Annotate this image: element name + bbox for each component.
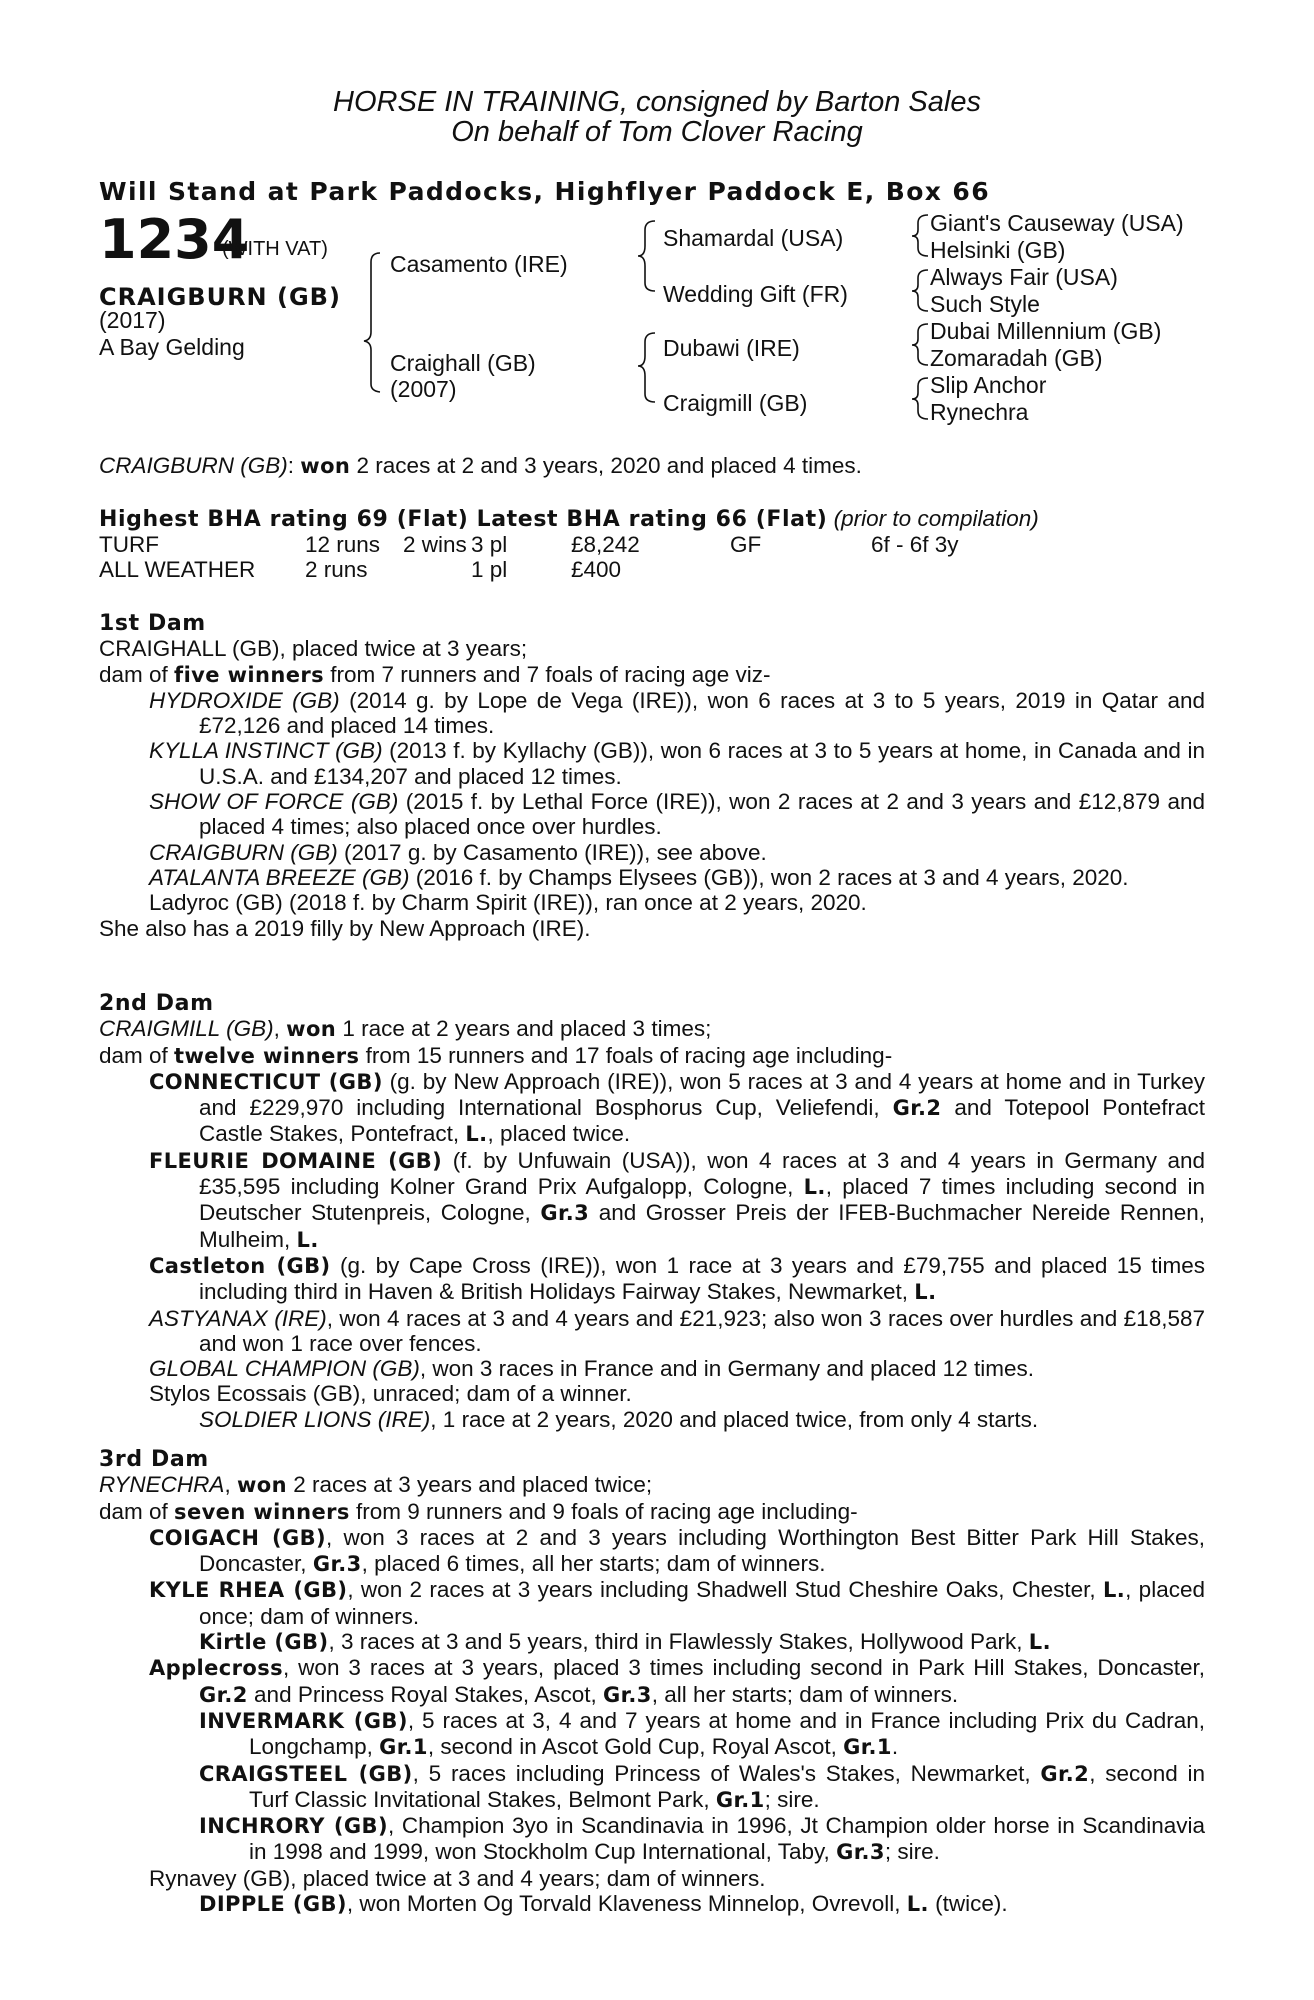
progeny-entry: Applecross, won 3 races at 3 years, placed 3 times including second in Park Hill Stakes, Doncaster, Gr.2 and Princess Royal Stakes, Ascot, Gr.3, all her starts; dam of winners. [149, 1655, 1205, 1707]
grandparent-2: Helsinki (GB) [930, 237, 1066, 263]
horse-description: A Bay Gelding [99, 334, 245, 360]
first-dam-section: 1st Dam CRAIGHALL (GB), placed twice at 3 years; dam of five winners from 7 runners and 7 foals of racing age viz- HYDROXIDE (GB) (2014 g. by Lope de Vega (IRE)), won 6 races at 3 to 5 years, 2019 in Qatar and £72,126 and placed 14 times. KYLLA INSTINCT (GB) (2013 f. by Kyllachy (GB)), won 6 races at 3 to 5 years at home, in Canada and in U.S.A. and £134,207 and placed 12 times. SHOW OF FORCE (GB) (2015 f. by Lethal Force (IRE)), won 2 races at 2 and 3 years and £12,879 and placed 4 times; also placed once over hurdles. CRAIGBURN (GB) (2017 g. by Casamento (IRE)), see above. ATALANTA BREEZE (GB) (2016 f. by Champs Elysees (GB)), won 2 races at 3 and 4 years, 2020. Ladyroc (GB) (2018 f. by Charm Spirit (IRE)), ran once at 2 years, 2020. She also has a 2019 filly by New Approach (IRE). [99, 611, 1205, 941]
grand-progeny-entry: SOLDIER LIONS (IRE), 1 race at 2 years, 2020 and placed twice, from only 4 starts. [199, 1406, 1039, 1432]
bha-ratings: Highest BHA rating 69 (Flat) Latest BHA rating 66 (Flat) [99, 507, 828, 532]
grandparent-8: Rynechra [930, 399, 1029, 425]
progeny-entry: Ladyroc (GB) (2018 f. by Charm Spirit (IRE)), ran once at 2 years, 2020. [149, 890, 867, 916]
progeny-entry: SHOW OF FORCE (GB) (2015 f. by Lethal Force (IRE)), won 2 races at 2 and 3 years and £12,879 and placed 4 times; also placed once over hurdles. [149, 789, 1205, 840]
horse-name: CRAIGBURN (GB) [99, 283, 341, 311]
progeny-entry: KYLE RHEA (GB), won 2 races at 3 years including Shadwell Stud Cheshire Oaks, Chester, L., placed once; dam of winners. [149, 1577, 1205, 1629]
grand-progeny-entry: DIPPLE (GB), won Morten Og Torvald Klaveness Minnelop, Ovrevoll, L. (twice). [199, 1891, 1008, 1917]
dam-dam: Craigmill (GB) [663, 390, 808, 416]
consignor-behalf-line: On behalf of Tom Clover Racing [451, 116, 863, 148]
second-dam-heading: 2nd Dam [99, 991, 214, 1016]
first-dam-note: She also has a 2019 filly by New Approach (IRE). [99, 915, 591, 941]
grandparent-6: Zomaradah (GB) [930, 345, 1103, 371]
dam-year: (2007) [390, 376, 457, 402]
summary-won: won [300, 454, 351, 478]
stand-location: Will Stand at Park Paddocks, Highflyer Paddock E, Box 66 [99, 177, 991, 206]
grandparent-4: Such Style [930, 291, 1040, 317]
grand-progeny-entry: CRAIGSTEEL (GB), 5 races including Princess of Wales's Stakes, Newmarket, Gr.2, second in Turf Classic Invitational Stakes, Belmont Park, Gr.1; sire. [199, 1760, 1206, 1812]
third-dam-section: 3rd Dam RYNECHRA, won 2 races at 3 years and placed twice; dam of seven winners from 9 runners and 9 foals of racing age including- COIGACH (GB), won 3 races at 2 and 3 years including Worthington Best Bitter Park Hill Stakes, Doncaster, Gr.3, placed 6 times, all her starts; dam of winners. KYLE RHEA (GB), won 2 races at 3 years including Shadwell Stud Cheshire Oaks, Chester, L., placed once; dam of winners. Kirtle (GB), 3 races at 3 and 5 years, third in Flawlessly Stakes, Hollywood Park, L. Applecross, won 3 races at 3 years, placed 3 times including second in Park Hill Stakes, Doncaster, Gr.2 and Princess Royal Stakes, Ascot, Gr.3, all her starts; dam of winners. INVERMARK (GB), 5 races at 3, 4 and 7 years at home and in France including Prix du Cadran, Longchamp, Gr.1, second in Ascot Gold Cup, Royal Ascot, Gr.1. CRAIGSTEEL (GB), 5 races including Princess of Wales's Stakes, Newmarket, Gr.2, second in Turf Classic Invitational Stakes, Belmont Park, Gr.1; sire. INCHRORY (GB), Champion 3yo in Scandinavia in 1996, Jt Champion older horse in Scandinavia in 1998 and 1999, won Stockholm Cup International, Taby, Gr.3; sire. Rynavey (GB), placed twice at 3 and 4 years; dam of winners. DIPPLE (GB), won Morten Og Torvald Klaveness Minnelop, Ovrevoll, L. (twice). [99, 1447, 1206, 1917]
progeny-entry: FLEURIE DOMAINE (GB) (f. by Unfuwain (USA)), won 4 races at 3 and 4 years in Germany and £35,595 including Kolner Grand Prix Aufgalopp, Cologne, L., placed 7 times including second in Deutscher Stutenpreis, Cologne, Gr.3 and Grosser Preis der IFEB-Buchmacher Nereide Rennen, Mulheim, L. [149, 1147, 1205, 1252]
grand-progeny-entry: INVERMARK (GB), 5 races at 3, 4 and 7 years at home and in France including Prix du Cadran, Longchamp, Gr.1, second in Ascot Gold Cup, Royal Ascot, Gr.1. [199, 1707, 1205, 1760]
grandparent-1: Giant's Causeway (USA) [930, 210, 1184, 236]
sire-sire: Shamardal (USA) [663, 225, 844, 251]
progeny-entry: Castleton (GB) (g. by Cape Cross (IRE)), won 1 race at 3 years and £79,755 and placed 15 times including third in Haven & British Holidays Fairway Stakes, Newmarket, L. [149, 1252, 1205, 1305]
progeny-entry: GLOBAL CHAMPION (GB), won 3 races in France and in Germany and placed 12 times. [149, 1356, 1034, 1382]
race-summary: CRAIGBURN (GB): won 2 races at 2 and 3 years, 2020 and placed 4 times. [99, 453, 862, 478]
grandparent-3: Always Fair (USA) [930, 264, 1118, 290]
progeny-entry: Rynavey (GB), placed twice at 3 and 4 years; dam of winners. [149, 1865, 766, 1891]
lot-number: 1234 [99, 208, 250, 271]
progeny-entry: COIGACH (GB), won 3 races at 2 and 3 years including Worthington Best Bitter Park Hill Stakes, Doncaster, Gr.3, placed 6 times, all her starts; dam of winners. [149, 1524, 1206, 1577]
grandparent-5: Dubai Millennium (GB) [930, 318, 1162, 344]
consignor-line: HORSE IN TRAINING, consigned by Barton Sales [333, 86, 981, 118]
progeny-entry: CONNECTICUT (GB) (g. by New Approach (IRE)), won 5 races at 3 and 4 years at home and in Turkey and £229,970 including International Bosphorus Cup, Veliefendi, Gr.2 and Totepool Pontefract Castle Stakes, Pontefract, L., placed twice. [149, 1068, 1206, 1147]
progeny-entry: CRAIGBURN (GB) (2017 g. by Casamento (IRE)), see above. [149, 839, 767, 865]
summary-horse: CRAIGBURN (GB) [99, 453, 288, 478]
progeny-entry: HYDROXIDE (GB) (2014 g. by Lope de Vega (IRE)), won 6 races at 3 to 5 years, 2019 in Qatar and £72,126 and placed 14 times. [149, 687, 1205, 739]
ratings-note: (prior to compilation) [833, 506, 1039, 531]
first-dam-heading: 1st Dam [99, 611, 206, 636]
second-dam-section: 2nd Dam CRAIGMILL (GB), won 1 race at 2 years and placed 3 times; dam of twelve winners from 15 runners and 17 foals of racing age including- CONNECTICUT (GB) (g. by New Approach (IRE)), won 5 races at 3 and 4 years at home and in Turkey and £229,970 including International Bosphorus Cup, Veliefendi, Gr.2 and Totepool Pontefract Castle Stakes, Pontefract, L., placed twice. FLEURIE DOMAINE (GB) (f. by Unfuwain (USA)), won 4 races at 3 and 4 years in Germany and £35,595 including Kolner Grand Prix Aufgalopp, Cologne, L., placed 7 times including second in Deutscher Stutenpreis, Cologne, Gr.3 and Grosser Preis der IFEB-Buchmacher Nereide Rennen, Mulheim, L. Castleton (GB) (g. by Cape Cross (IRE)), won 1 race at 3 years and £79,755 and placed 15 times including third in Haven & British Holidays Fairway Stakes, Newmarket, L. ASTYANAX (IRE), won 4 races at 3 and 4 years and £21,923; also won 3 races over hurdles and £18,587 and won 1 race over fences. GLOBAL CHAMPION (GB), won 3 races in France and in Germany and placed 12 times. Stylos Ecossais (GB), unraced; dam of a winner. SOLDIER LIONS (IRE), 1 race at 2 years, 2020 and placed twice, from only 4 starts. [99, 991, 1206, 1432]
progeny-entry: ASTYANAX (IRE), won 4 races at 3 and 4 years and £21,923; also won 3 races over hurdles and £18,587 and won 1 race over fences. [149, 1305, 1206, 1356]
dam-sire: Dubawi (IRE) [663, 335, 800, 361]
sire: Casamento (IRE) [390, 251, 568, 277]
sire-dam: Wedding Gift (FR) [663, 281, 848, 307]
grand-progeny-entry: Kirtle (GB), 3 races at 3 and 5 years, third in Flawlessly Stakes, Hollywood Park, L. [199, 1629, 1051, 1655]
race-record-table [99, 532, 959, 582]
progeny-entry: ATALANTA BREEZE (GB) (2016 f. by Champs Elysees (GB)), won 2 races at 3 and 4 years, 2020. [149, 864, 1129, 890]
race-record-row: ALL WEATHER 2 runs 1 pl £400 [99, 557, 622, 583]
grandparent-7: Slip Anchor [930, 372, 1047, 398]
race-record-row: TURF 12 runs 2 wins 3 pl £8,242 GF 6f - 6f 3y [99, 532, 959, 558]
vat-note: (WITH VAT) [222, 238, 328, 260]
third-dam-heading: 3rd Dam [99, 1447, 209, 1472]
ratings-section [99, 506, 1205, 582]
progeny-entry: KYLLA INSTINCT (GB) (2013 f. by Kyllachy (GB)), won 6 races at 3 to 5 years at home, in Canada and in U.S.A. and £134,207 and placed 12 times. [149, 738, 1205, 789]
dam: Craighall (GB) [390, 350, 536, 376]
first-dam-line: CRAIGHALL (GB), placed twice at 3 years; [99, 636, 528, 662]
grand-progeny-entry: INCHRORY (GB), Champion 3yo in Scandinavia in 1996, Jt Champion older horse in Scandinavia in 1998 and 1999, won Stockholm Cup International, Taby, Gr.3; sire. [199, 1813, 1205, 1865]
progeny-entry: Stylos Ecossais (GB), unraced; dam of a winner. [149, 1381, 632, 1407]
horse-year: (2017) [99, 307, 166, 333]
